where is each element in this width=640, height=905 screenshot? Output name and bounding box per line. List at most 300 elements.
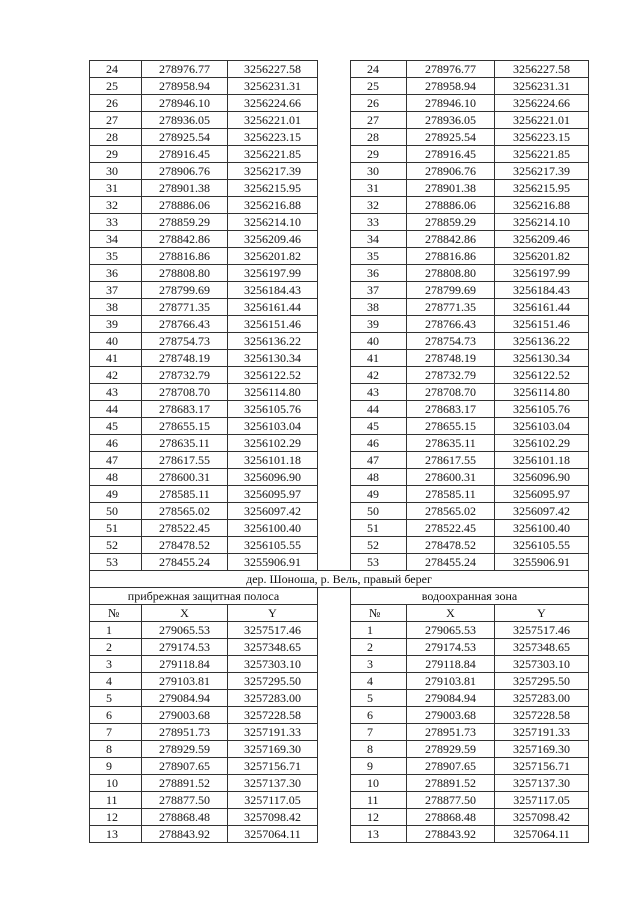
left-x-value: 278842.86 <box>142 231 228 248</box>
right-x-value: 278877.50 <box>407 792 495 809</box>
left-point-number: 9 <box>90 758 142 775</box>
right-point-number: 27 <box>351 112 407 129</box>
column-gap <box>318 741 351 758</box>
right-point-number: 30 <box>351 163 407 180</box>
column-gap <box>318 520 351 537</box>
right-y-value: 3256130.34 <box>495 350 589 367</box>
right-x-value: 278816.86 <box>407 248 495 265</box>
left-y-value: 3256122.52 <box>228 367 318 384</box>
left-y-value: 3257137.30 <box>228 775 318 792</box>
right-y-value: 3256101.18 <box>495 452 589 469</box>
table-row <box>90 554 589 571</box>
right-point-number: 34 <box>351 231 407 248</box>
right-x-value: 278683.17 <box>407 401 495 418</box>
right-point-number: 31 <box>351 180 407 197</box>
right-point-number: 12 <box>351 809 407 826</box>
right-y-value: 3256215.95 <box>495 180 589 197</box>
column-gap <box>318 622 351 639</box>
column-gap <box>318 418 351 435</box>
column-gap <box>318 809 351 826</box>
left-x-value: 278766.43 <box>142 316 228 333</box>
left-x-value: 278522.45 <box>142 520 228 537</box>
table-row <box>90 282 589 299</box>
table-row <box>90 214 589 231</box>
right-point-number: 5 <box>351 690 407 707</box>
right-point-number: 35 <box>351 248 407 265</box>
column-gap <box>318 282 351 299</box>
right-x-value: 278842.86 <box>407 231 495 248</box>
right-point-number: 10 <box>351 775 407 792</box>
left-x-value: 278635.11 <box>142 435 228 452</box>
right-y-value: 3256095.97 <box>495 486 589 503</box>
left-y-value: 3256184.43 <box>228 282 318 299</box>
right-y-value: 3257295.50 <box>495 673 589 690</box>
table-row <box>90 333 589 350</box>
right-no-header: № <box>351 605 407 622</box>
right-x-value: 278958.94 <box>407 78 495 95</box>
column-gap <box>318 554 351 571</box>
left-point-number: 24 <box>90 61 142 78</box>
table-row <box>90 537 589 554</box>
right-x-value: 278799.69 <box>407 282 495 299</box>
right-point-number: 6 <box>351 707 407 724</box>
left-point-number: 44 <box>90 401 142 418</box>
right-x-value: 278732.79 <box>407 367 495 384</box>
left-y-header: Y <box>228 605 318 622</box>
column-gap <box>318 384 351 401</box>
column-gap <box>318 758 351 775</box>
left-x-value: 278877.50 <box>142 792 228 809</box>
left-y-value: 3256097.42 <box>228 503 318 520</box>
right-x-value: 278891.52 <box>407 775 495 792</box>
left-point-number: 29 <box>90 146 142 163</box>
column-gap <box>318 95 351 112</box>
left-y-value: 3256151.46 <box>228 316 318 333</box>
left-point-number: 1 <box>90 622 142 639</box>
table-row <box>90 673 589 690</box>
column-gap <box>318 265 351 282</box>
left-y-value: 3256103.04 <box>228 418 318 435</box>
left-x-value: 279003.68 <box>142 707 228 724</box>
left-y-value: 3256101.18 <box>228 452 318 469</box>
left-point-number: 36 <box>90 265 142 282</box>
left-x-value: 279174.53 <box>142 639 228 656</box>
table-row <box>90 78 589 95</box>
column-gap <box>318 163 351 180</box>
left-point-number: 38 <box>90 299 142 316</box>
table-row <box>90 418 589 435</box>
left-y-value: 3257283.00 <box>228 690 318 707</box>
right-y-value: 3256184.43 <box>495 282 589 299</box>
right-y-value: 3256231.31 <box>495 78 589 95</box>
right-point-number: 53 <box>351 554 407 571</box>
left-y-value: 3256161.44 <box>228 299 318 316</box>
right-y-value: 3256197.99 <box>495 265 589 282</box>
left-x-header: X <box>142 605 228 622</box>
left-point-number: 3 <box>90 656 142 673</box>
left-y-value: 3256216.88 <box>228 197 318 214</box>
right-x-value: 278455.24 <box>407 554 495 571</box>
left-x-value: 278925.54 <box>142 129 228 146</box>
table-row <box>90 690 589 707</box>
left-x-value: 279084.94 <box>142 690 228 707</box>
left-x-value: 278859.29 <box>142 214 228 231</box>
left-y-value: 3256223.15 <box>228 129 318 146</box>
table-row <box>90 299 589 316</box>
left-y-value: 3256100.40 <box>228 520 318 537</box>
left-y-value: 3257156.71 <box>228 758 318 775</box>
table-row <box>90 248 589 265</box>
right-x-value: 278901.38 <box>407 180 495 197</box>
right-point-number: 24 <box>351 61 407 78</box>
left-x-value: 278478.52 <box>142 537 228 554</box>
right-point-number: 51 <box>351 520 407 537</box>
right-point-number: 11 <box>351 792 407 809</box>
left-y-value: 3256215.95 <box>228 180 318 197</box>
column-gap <box>318 503 351 520</box>
column-gap <box>318 435 351 452</box>
left-x-value: 278907.65 <box>142 758 228 775</box>
table-row <box>90 163 589 180</box>
left-y-value: 3256224.66 <box>228 95 318 112</box>
right-point-number: 44 <box>351 401 407 418</box>
left-x-value: 278683.17 <box>142 401 228 418</box>
right-x-value: 278843.92 <box>407 826 495 843</box>
column-gap <box>318 452 351 469</box>
left-x-value: 278771.35 <box>142 299 228 316</box>
left-point-number: 4 <box>90 673 142 690</box>
zone-title-row <box>90 588 589 605</box>
column-gap <box>318 673 351 690</box>
right-point-number: 8 <box>351 741 407 758</box>
table-row <box>90 520 589 537</box>
left-point-number: 12 <box>90 809 142 826</box>
left-x-value: 278929.59 <box>142 741 228 758</box>
left-point-number: 37 <box>90 282 142 299</box>
right-y-value: 3256227.58 <box>495 61 589 78</box>
table-row <box>90 435 589 452</box>
table-row <box>90 724 589 741</box>
right-y-value: 3257137.30 <box>495 775 589 792</box>
right-point-number: 49 <box>351 486 407 503</box>
table-row <box>90 758 589 775</box>
right-x-value: 278886.06 <box>407 197 495 214</box>
right-point-number: 36 <box>351 265 407 282</box>
right-x-value: 278748.19 <box>407 350 495 367</box>
table-row <box>90 401 589 418</box>
table-row <box>90 265 589 282</box>
left-x-value: 278868.48 <box>142 809 228 826</box>
left-y-value: 3256231.31 <box>228 78 318 95</box>
left-x-value: 278951.73 <box>142 724 228 741</box>
left-y-value: 3256105.76 <box>228 401 318 418</box>
left-point-number: 28 <box>90 129 142 146</box>
right-y-value: 3256221.85 <box>495 146 589 163</box>
right-point-number: 46 <box>351 435 407 452</box>
left-zone-title: прибрежная защитная полоса <box>90 588 318 605</box>
right-y-value: 3257517.46 <box>495 622 589 639</box>
left-y-value: 3256095.97 <box>228 486 318 503</box>
table-row <box>90 656 589 673</box>
left-point-number: 31 <box>90 180 142 197</box>
left-x-value: 278585.11 <box>142 486 228 503</box>
left-point-number: 7 <box>90 724 142 741</box>
right-point-number: 33 <box>351 214 407 231</box>
left-x-value: 278565.02 <box>142 503 228 520</box>
right-y-value: 3257303.10 <box>495 656 589 673</box>
column-gap <box>318 146 351 163</box>
right-y-value: 3256221.01 <box>495 112 589 129</box>
column-gap <box>318 367 351 384</box>
right-x-value: 278925.54 <box>407 129 495 146</box>
column-gap <box>318 775 351 792</box>
right-y-value: 3257117.05 <box>495 792 589 809</box>
column-gap <box>318 656 351 673</box>
left-y-value: 3256197.99 <box>228 265 318 282</box>
column-gap <box>318 112 351 129</box>
table-row <box>90 503 589 520</box>
right-point-number: 29 <box>351 146 407 163</box>
left-point-number: 52 <box>90 537 142 554</box>
column-gap <box>318 299 351 316</box>
right-point-number: 26 <box>351 95 407 112</box>
left-point-number: 39 <box>90 316 142 333</box>
left-point-number: 10 <box>90 775 142 792</box>
left-point-number: 35 <box>90 248 142 265</box>
left-point-number: 50 <box>90 503 142 520</box>
table-row <box>90 384 589 401</box>
column-gap <box>318 690 351 707</box>
column-gap <box>318 129 351 146</box>
right-x-value: 278946.10 <box>407 95 495 112</box>
right-y-value: 3257156.71 <box>495 758 589 775</box>
left-x-value: 278816.86 <box>142 248 228 265</box>
left-x-value: 278936.05 <box>142 112 228 129</box>
right-point-number: 3 <box>351 656 407 673</box>
right-x-value: 279065.53 <box>407 622 495 639</box>
right-x-value: 278936.05 <box>407 112 495 129</box>
right-zone-title: водоохранная зона <box>351 588 589 605</box>
right-y-value: 3257064.11 <box>495 826 589 843</box>
table-row <box>90 452 589 469</box>
right-x-value: 278585.11 <box>407 486 495 503</box>
left-y-value: 3255906.91 <box>228 554 318 571</box>
right-point-number: 50 <box>351 503 407 520</box>
left-x-value: 278748.19 <box>142 350 228 367</box>
left-x-value: 278958.94 <box>142 78 228 95</box>
right-point-number: 45 <box>351 418 407 435</box>
right-x-value: 278478.52 <box>407 537 495 554</box>
table-row <box>90 95 589 112</box>
table-row <box>90 146 589 163</box>
left-y-value: 3257228.58 <box>228 707 318 724</box>
section1-body <box>90 61 589 571</box>
left-point-number: 2 <box>90 639 142 656</box>
right-x-value: 278859.29 <box>407 214 495 231</box>
table-row <box>90 707 589 724</box>
right-y-value: 3257191.33 <box>495 724 589 741</box>
left-point-number: 45 <box>90 418 142 435</box>
right-x-value: 279003.68 <box>407 707 495 724</box>
right-x-header: X <box>407 605 495 622</box>
table-row <box>90 826 589 843</box>
right-x-value: 278976.77 <box>407 61 495 78</box>
column-gap <box>318 316 351 333</box>
column-gap <box>318 180 351 197</box>
left-point-number: 48 <box>90 469 142 486</box>
left-point-number: 6 <box>90 707 142 724</box>
right-x-value: 278907.65 <box>407 758 495 775</box>
left-point-number: 51 <box>90 520 142 537</box>
right-x-value: 278929.59 <box>407 741 495 758</box>
left-x-value: 278617.55 <box>142 452 228 469</box>
right-point-number: 43 <box>351 384 407 401</box>
right-point-number: 37 <box>351 282 407 299</box>
left-y-value: 3256136.22 <box>228 333 318 350</box>
right-point-number: 48 <box>351 469 407 486</box>
left-x-value: 278976.77 <box>142 61 228 78</box>
right-x-value: 279084.94 <box>407 690 495 707</box>
right-y-value: 3256103.04 <box>495 418 589 435</box>
table-row <box>90 792 589 809</box>
right-x-value: 278708.70 <box>407 384 495 401</box>
section2-body <box>90 622 589 843</box>
right-point-number: 4 <box>351 673 407 690</box>
left-point-number: 25 <box>90 78 142 95</box>
left-x-value: 278455.24 <box>142 554 228 571</box>
left-y-value: 3256201.82 <box>228 248 318 265</box>
right-x-value: 278771.35 <box>407 299 495 316</box>
right-x-value: 278565.02 <box>407 503 495 520</box>
right-point-number: 32 <box>351 197 407 214</box>
column-gap <box>318 826 351 843</box>
table-row <box>90 316 589 333</box>
left-y-value: 3257348.65 <box>228 639 318 656</box>
right-point-number: 9 <box>351 758 407 775</box>
left-x-value: 278843.92 <box>142 826 228 843</box>
left-point-number: 30 <box>90 163 142 180</box>
right-x-value: 279103.81 <box>407 673 495 690</box>
left-y-value: 3256221.85 <box>228 146 318 163</box>
right-y-value: 3255906.91 <box>495 554 589 571</box>
right-y-value: 3257169.30 <box>495 741 589 758</box>
right-x-value: 278617.55 <box>407 452 495 469</box>
right-x-value: 278600.31 <box>407 469 495 486</box>
left-x-value: 278886.06 <box>142 197 228 214</box>
right-point-number: 13 <box>351 826 407 843</box>
column-gap <box>318 401 351 418</box>
column-gap <box>318 231 351 248</box>
table-row <box>90 197 589 214</box>
right-x-value: 279118.84 <box>407 656 495 673</box>
left-y-value: 3257303.10 <box>228 656 318 673</box>
left-x-value: 278916.45 <box>142 146 228 163</box>
section2-header <box>90 571 589 622</box>
column-gap <box>318 214 351 231</box>
right-point-number: 1 <box>351 622 407 639</box>
column-header-row <box>90 605 589 622</box>
right-point-number: 7 <box>351 724 407 741</box>
left-point-number: 5 <box>90 690 142 707</box>
left-y-value: 3257098.42 <box>228 809 318 826</box>
left-y-value: 3257295.50 <box>228 673 318 690</box>
left-point-number: 42 <box>90 367 142 384</box>
column-gap <box>318 78 351 95</box>
table-row <box>90 741 589 758</box>
right-y-value: 3256122.52 <box>495 367 589 384</box>
right-x-value: 278655.15 <box>407 418 495 435</box>
table-row <box>90 367 589 384</box>
left-y-value: 3256221.01 <box>228 112 318 129</box>
left-point-number: 53 <box>90 554 142 571</box>
left-point-number: 46 <box>90 435 142 452</box>
right-x-value: 278868.48 <box>407 809 495 826</box>
right-y-value: 3256100.40 <box>495 520 589 537</box>
left-point-number: 32 <box>90 197 142 214</box>
left-y-value: 3257064.11 <box>228 826 318 843</box>
right-y-header: Y <box>495 605 589 622</box>
table-row <box>90 639 589 656</box>
section2-title-row <box>90 571 589 588</box>
column-gap <box>318 724 351 741</box>
right-x-value: 278766.43 <box>407 316 495 333</box>
left-x-value: 278891.52 <box>142 775 228 792</box>
left-y-value: 3256105.55 <box>228 537 318 554</box>
right-y-value: 3256201.82 <box>495 248 589 265</box>
left-point-number: 43 <box>90 384 142 401</box>
left-x-value: 278655.15 <box>142 418 228 435</box>
left-y-value: 3256217.39 <box>228 163 318 180</box>
left-x-value: 279118.84 <box>142 656 228 673</box>
right-y-value: 3257228.58 <box>495 707 589 724</box>
table-row <box>90 486 589 503</box>
right-x-value: 278906.76 <box>407 163 495 180</box>
column-gap <box>318 588 351 605</box>
table-row <box>90 129 589 146</box>
column-gap <box>318 486 351 503</box>
left-y-value: 3257517.46 <box>228 622 318 639</box>
right-x-value: 278951.73 <box>407 724 495 741</box>
right-point-number: 47 <box>351 452 407 469</box>
left-point-number: 33 <box>90 214 142 231</box>
right-y-value: 3256161.44 <box>495 299 589 316</box>
right-x-value: 278635.11 <box>407 435 495 452</box>
left-y-value: 3256096.90 <box>228 469 318 486</box>
column-gap <box>318 537 351 554</box>
table-row <box>90 775 589 792</box>
left-y-value: 3257117.05 <box>228 792 318 809</box>
right-x-value: 278808.80 <box>407 265 495 282</box>
column-gap <box>318 707 351 724</box>
column-gap <box>318 61 351 78</box>
table-row <box>90 112 589 129</box>
left-y-value: 3256214.10 <box>228 214 318 231</box>
right-x-value: 279174.53 <box>407 639 495 656</box>
right-y-value: 3256096.90 <box>495 469 589 486</box>
left-y-value: 3256227.58 <box>228 61 318 78</box>
left-x-value: 279065.53 <box>142 622 228 639</box>
right-y-value: 3256151.46 <box>495 316 589 333</box>
table-row <box>90 809 589 826</box>
right-y-value: 3256102.29 <box>495 435 589 452</box>
left-y-value: 3256130.34 <box>228 350 318 367</box>
right-point-number: 42 <box>351 367 407 384</box>
left-x-value: 278708.70 <box>142 384 228 401</box>
left-x-value: 278799.69 <box>142 282 228 299</box>
left-x-value: 279103.81 <box>142 673 228 690</box>
left-point-number: 47 <box>90 452 142 469</box>
right-y-value: 3256214.10 <box>495 214 589 231</box>
